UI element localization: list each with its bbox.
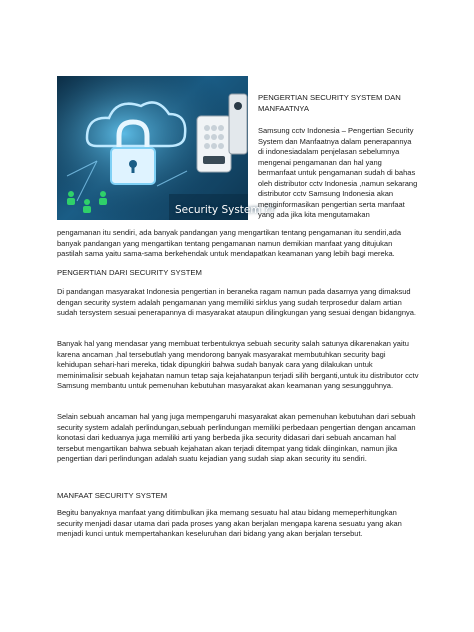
security-system-image xyxy=(57,76,276,220)
definition-paragraph-3: Selain sebuah ancaman hal yang juga mempengaruhi masyarakat akan pemenuhan kebutuhan dari sebuah security system adalah perlindungan,sebuah perlindungan memiliki perbedaan pengertian dengan ancaman konotasi dari keduanya juga memiliki arti yang berbeda jika security didasari dari sebuah ancaman hal tersebut mengartikan bahwa sebuah kejahatan akan terjadi ditempat yang tidak diinginkan, namun jika pengertian dari perlindungan adalah suatu kejadian yang sudah siap akan security itu sendiri. xyxy=(57,412,416,463)
intro-paragraph-side: Samsung cctv Indonesia – Pengertian Security System dan Manfaatnya dalam penerapannya di indonesiadalam penjelasan sebelumnya mengenai pengamanan dan hal yang bermanfaat untuk pengamanan sudah di bahas oleh distributor cctv Indonesia ,namun sekarang distributor cctv Samsung Indonesia akan menginformasikan pengertian serta manfaat yang ada jika kita mengutamakan xyxy=(258,126,418,219)
definition-paragraph-2: Banyak hal yang mendasar yang membuat terbentuknya sebuah security salah satunya dikarenakan yaitu karena ancaman ,hal tersebutlah yang mendorong banyak masyarakat membutuhkan security bagi kehidupan sehari-hari mereka, tidak dipungkiri bahwa sudah banyak cara yang dilakukan untuk meminimalisir sebuah kejahatan namun tetap saja kejahatanpun terjadi silih berganti,untuk itu distributor cctv Samsung membantu untuk pemenuhan kebutuhan masyarakat akan keamanan yang sesungguhnya. xyxy=(57,339,419,390)
section-heading-benefit: MANFAAT SECURITY SYSTEM xyxy=(57,491,168,500)
definition-paragraph-1: Di pandangan masyarakat Indonesia pengertian in beraneka ragam namun pada dasarnya yang dimaksud dengan security system adalah pengamanan yang memiliki sirklus yang sudah terprosedur dalam artian sudah tersystem sesuai penerapannya di masyarakat ataupun dilingkungan yang sesuai dengan bidangnya. xyxy=(57,287,416,317)
section-heading-definition: PENGERTIAN DARI SECURITY SYSTEM xyxy=(57,268,202,277)
intro-paragraph-continued: pengamanan itu sendiri, ada banyak pandangan yang mengartikan tentang pengamanan itu sendiri,ada banyak pandangan yang mengartikan tentang pengamanan namun demikian manfaat yang ditujukan pastilah sama yaitu sama-sama berkehendak untuk mendapatkan keamanan yang lebih bagi mereka. xyxy=(57,228,402,258)
image-caption: Security System ?? xyxy=(175,204,276,216)
benefit-paragraph: Begitu banyaknya manfaat yang ditimbulkan jika memang sesuatu hal atau bidang memeperhitungkan security menjadi dasar utama dari pada proses yang akan berjalan mengapa karena sesuatu yang akan menjadi kunci untuk mempertahankan keseluruhan dari bidang yang akan berjalan tersebut. xyxy=(57,508,402,538)
security-illustration xyxy=(57,76,248,220)
keypad-device-icon xyxy=(197,116,231,172)
main-heading: PENGERTIAN SECURITY SYSTEM DAN MANFAATNYA xyxy=(258,93,401,113)
